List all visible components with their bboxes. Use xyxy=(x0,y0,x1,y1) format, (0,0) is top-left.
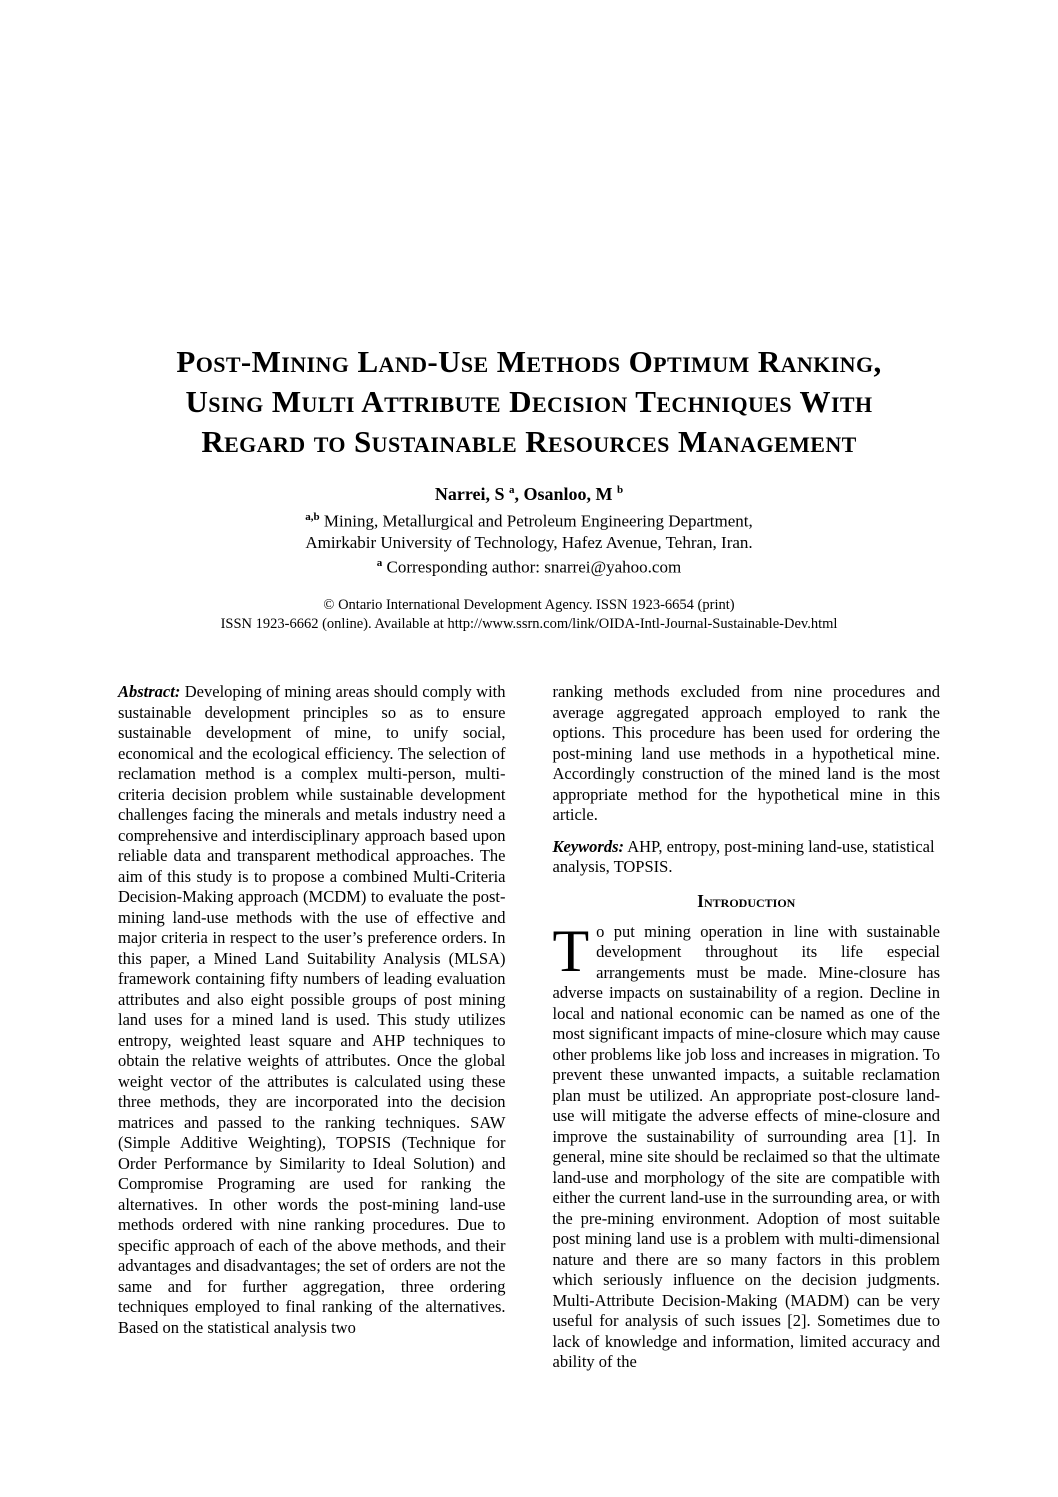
paper-title-line-1: Post-Mining Land-Use Methods Optimum Ranking, xyxy=(176,344,882,379)
imprint-block xyxy=(0,596,1058,634)
affiliation-line-2 xyxy=(0,532,1058,553)
introduction-text-part-1: o put mining operation in line with sustainable development throughout its life especial arrangements must be made. Mine-closure has adverse impacts on sustainability of a region. Decline in local and national economic can be named as one of the most significant impacts of mine-closure which may cause other problems like job loss and increases in migration. To prevent these unwanted impacts, a suitable reclamation plan must be utilized. An appropriate post-closure land-use will mitigate the adverse effects of mine-closure and improve the sustainability of surrounding area [1]. In general, mine site should be reclaimed so that the ultimate land-use and morphology of the site are compatible with either the current land-use in the surrounding area, or with the pre-mining environment. Adoption of most suitable post mining land use is a problem with multi-dimensional nature and there are so many factors in this problem which seriously influence on the decision judgments. Multi-Attribute Decision-Making (MADM) can be very useful for analysis of such issues [2]. Sometimes due to lack of knowledge and information, limited accuracy and ability of the xyxy=(552,921,940,1372)
abstract-label: Abstract: xyxy=(118,682,181,702)
author-2-name: Osanloo, M xyxy=(523,484,613,504)
keywords-text: AHP, entropy, post-mining land-use, statistical analysis, TOPSIS. xyxy=(552,836,935,877)
affiliation-superscript: a,b xyxy=(305,511,320,523)
author-2-superscript: b xyxy=(617,484,624,496)
abstract-text-part-2: ranking methods excluded from nine procedures and average aggregated approach employed to rank the options. This procedure has been used for ordering the post-mining land use methods in a hypothetical mine. Accordingly construction of the mined land is the most appropriate method for the hypothetical mine in this article. xyxy=(552,682,940,825)
keywords-label: Keywords: xyxy=(552,836,624,856)
paper-title xyxy=(0,342,1058,462)
left-column xyxy=(118,682,506,1373)
abstract-continuation-paragraph xyxy=(553,682,941,826)
two-column-body xyxy=(118,682,940,1373)
front-matter xyxy=(0,342,1058,634)
introduction-paragraph xyxy=(552,917,941,1373)
paper-title-line-2: Using Multi Attribute Decision Techniques With xyxy=(185,384,873,419)
imprint-line-1: © Ontario International Development Agency. ISSN 1923-6654 (print) xyxy=(323,597,735,614)
authors-line xyxy=(0,479,1058,505)
affiliation-university: Amirkabir University of Technology, Hafez Avenue, Tehran, Iran. xyxy=(305,532,753,552)
affiliation-line-1 xyxy=(0,507,1058,532)
abstract-text-part-1: Developing of mining areas should comply with sustainable development principles so as to ensure sustainable development of mine, to unify social, economical and the ecological efficiency. The selection of reclamation method is a complex multi-person, multi-criteria decision problem while sustainable development challenges facing the minerals and metals industry need a comprehensive and interdisciplinary approach based upon reliable data and transparent methodical approaches. The aim of this study is to propose a combined Multi-Criteria Decision-Making approach (MCDM) to evaluate the post-mining land-use methods with the use of effective and major criteria in respect to the user’s preference orders. In this paper, a Mined Land Suitability Analysis (MLSA) framework containing fifty numbers of leading evaluation attributes and also eight possible groups of post mining land uses for a mined land is used. This study utilizes entropy, weighted least square and AHP techniques to obtain the relative weights of attributes. Once the global weight vector of the attributes is calculated using these three methods, they are incorporated into the decision matrices and passed to the ranking techniques. SAW (Simple Additive Weighting), TOPSIS (Technique for Order Performance by Similarity to Ideal Solution) and Compromise Programing are used for ranking the alternatives. In other words the post-mining land-use methods ordered with nine ranking procedures. Due to specific approach of each of the above methods, and their advantages and disadvantages; the set of orders are not the same and for further aggregation, three ordering techniques employed to final ranking of the alternatives. Based on the statistical analysis two xyxy=(118,682,506,1337)
author-1-superscript: a xyxy=(509,484,515,496)
corresponding-author-text: Corresponding author: snarrei@yahoo.com xyxy=(386,557,682,577)
author-1-name: Narrei, S xyxy=(434,484,505,504)
authors-separator: , xyxy=(514,484,524,504)
corresponding-author-line xyxy=(0,553,1058,578)
abstract-paragraph xyxy=(118,682,506,1338)
imprint-line-2: ISSN 1923-6662 (online). Available at http://www.ssrn.com/link/OIDA-Intl-Journal-Sustainable-Dev.html xyxy=(220,616,838,633)
corresponding-superscript: a xyxy=(376,556,383,569)
right-column xyxy=(553,682,941,1373)
affiliation-block xyxy=(0,507,1058,577)
affiliation-department: Mining, Metallurgical and Petroleum Engineering Department, xyxy=(323,511,753,531)
intro-drop-cap: T xyxy=(552,917,590,984)
introduction-heading: Introduction xyxy=(697,890,796,911)
paper-title-line-3: Regard to Sustainable Resources Management xyxy=(201,424,857,459)
keywords-paragraph xyxy=(553,837,941,878)
